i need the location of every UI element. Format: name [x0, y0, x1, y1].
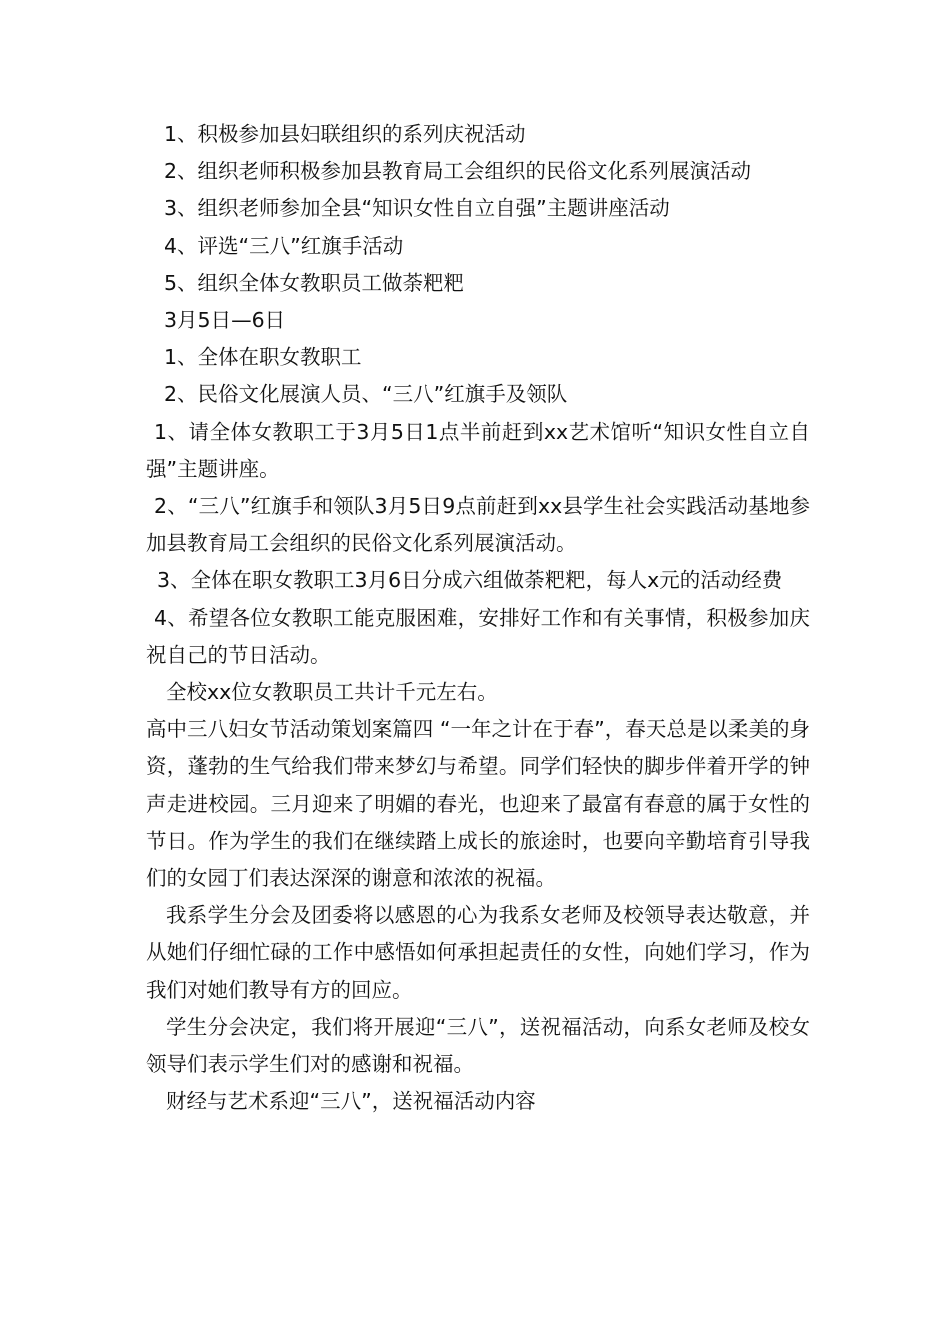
body-paragraph: 我系学生分会及团委将以感恩的心为我系女老师及校领导表达敬意，并从她们仔细忙碌的工作中感悟如何承担起责任的女性，向她们学习，作为我们对她们教导有方的回应。	[146, 903, 810, 1002]
budget-paragraph: 全校xx位女教职员工共计千元左右。	[166, 680, 498, 705]
document-body	[146, 116, 810, 1120]
list-item: 2、民俗文化展演人员、“三八”红旗手及领队	[164, 382, 568, 407]
list-item: 4、希望各位女教职工能克服困难，安排好工作和有关事情，积极参加庆祝自己的节日活动。	[146, 605, 810, 667]
list-item: 3、全体在职女教职工3月6日分成六组做荼粑粑，每人x元的活动经费	[157, 568, 783, 593]
body-paragraph: 学生分会决定，我们将开展迎“三八”，送祝福活动，向系女老师及校女领导们表示学生们对的感谢和祝福。	[146, 1014, 810, 1077]
list-item: 1、积极参加县妇联组织的系列庆祝活动	[164, 122, 526, 146]
list-item: 4、评选“三八”红旗手活动	[164, 233, 404, 258]
body-paragraph: 财经与艺术系迎“三八”，送祝福活动内容	[166, 1089, 536, 1114]
list-item: 2、组织老师积极参加县教育局工会组织的民俗文化系列展演活动	[164, 159, 752, 184]
section-paragraph: 高中三八妇女节活动策划案篇四 “一年之计在于春”，春天总是以柔美的身资，蓬勃的生气给我们带来梦幻与希望。同学们轻快的脚步伴着开学的钟声走进校园。三月迎来了明媚的春光，也迎来了最富有春意的属于女性的节日。作为学生的我们在继续踏上成长的旅途时，也要向辛勤培育引导我们的女园丁们表达深深的谢意和浓浓的祝福。	[146, 717, 810, 891]
list-item: 1、请全体女教职工于3月5日1点半前赶到xx艺术馆听“知识女性自立自强”主题讲座。	[146, 419, 810, 481]
date-line: 3月5日—6日	[164, 308, 286, 333]
list-item: 2、“三八”红旗手和领队3月5日9点前赶到xx县学生社会实践活动基地参加县教育局工会组织的民俗文化系列展演活动。	[146, 494, 810, 556]
list-item: 5、组织全体女教职员工做荼粑粑	[164, 270, 465, 295]
list-item: 3、组织老师参加全县“知识女性自立自强”主题讲座活动	[164, 196, 670, 221]
list-item: 1、全体在职女教职工	[164, 345, 362, 370]
